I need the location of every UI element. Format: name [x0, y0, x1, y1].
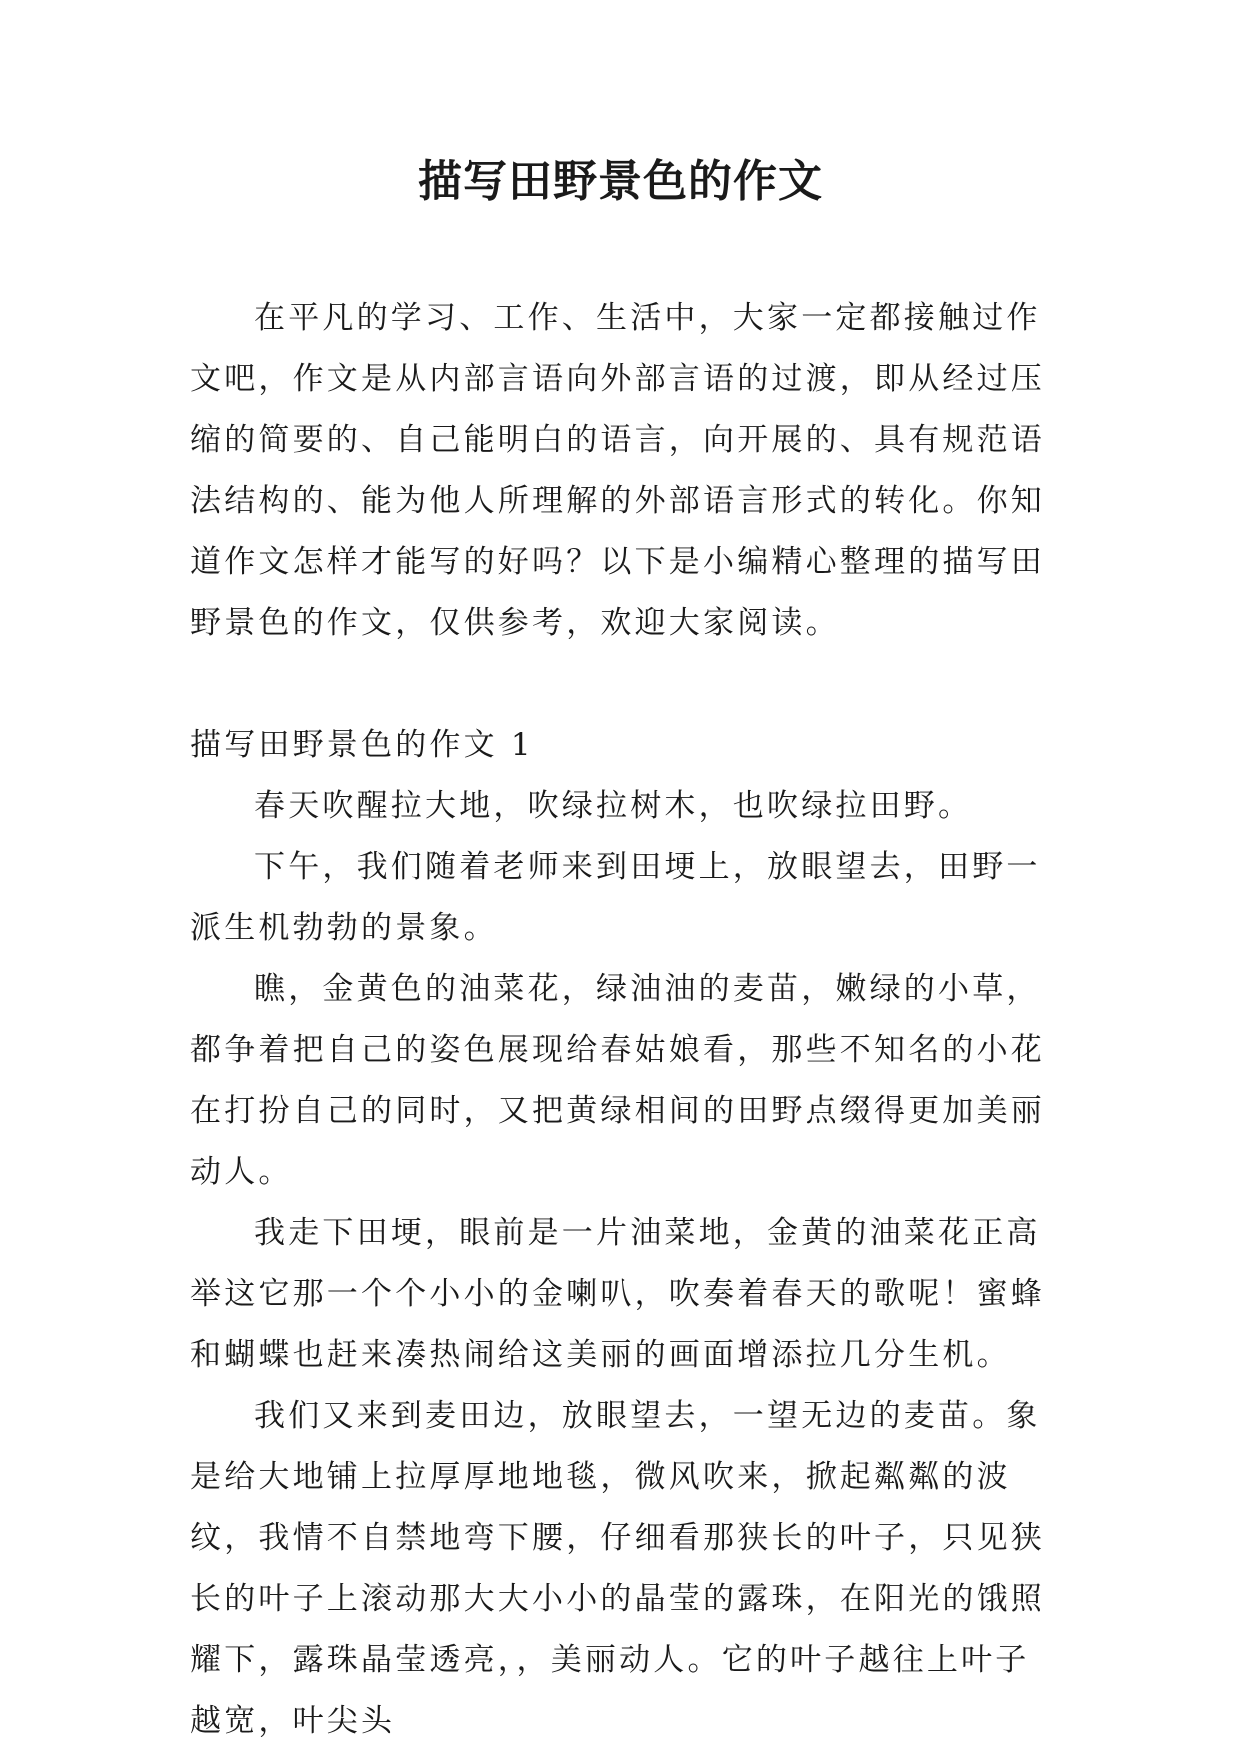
- section-heading: 描写田野景色的作文 1: [190, 727, 534, 763]
- body-paragraph: 春天吹醒拉大地，吹绿拉树木，也吹绿拉田野。: [254, 788, 973, 824]
- body-paragraph: 我们又来到麦田边，放眼望去，一望无边的麦苗。象是给大地铺上拉厚厚地地毯，微风吹来，掀起粼粼的波纹，我情不自禁地弯下腰，仔细看那狭长的叶子，只见狭长的叶子上滚动那大大小小的晶莹的露珠，在阳光的饿照耀下，露珠晶莹透亮，，美丽动人。它的叶子越往上叶子越宽，叶尖头: [190, 1398, 1045, 1739]
- document-title: 描写田野景色的作文: [418, 156, 823, 207]
- intro-paragraph: 在平凡的学习、工作、生活中，大家一定都接触过作文吧，作文是从内部言语向外部言语的过渡，即从经过压缩的简要的、自己能明白的语言，向开展的、具有规范语法结构的、能为他人所理解的外部语言形式的转化。你知道作文怎样才能写的好吗？以下是小编精心整理的描写田野景色的作文，仅供参考，欢迎大家阅读。: [190, 300, 1045, 641]
- body-paragraph: 我走下田埂，眼前是一片油菜地，金黄的油菜花正高举这它那一个个小小的金喇叭，吹奏着春天的歌呢！蜜蜂和蝴蝶也赶来凑热闹给这美丽的画面增添拉几分生机。: [190, 1215, 1045, 1373]
- body-paragraph: 瞧，金黄色的油菜花，绿油油的麦苗，嫩绿的小草，都争着把自己的姿色展现给春姑娘看，那些不知名的小花在打扮自己的同时，又把黄绿相间的田野点缀得更加美丽动人。: [190, 971, 1045, 1190]
- body-paragraph: 下午，我们随着老师来到田埂上，放眼望去，田野一派生机勃勃的景象。: [190, 849, 1041, 946]
- document-body: [190, 288, 1050, 1752]
